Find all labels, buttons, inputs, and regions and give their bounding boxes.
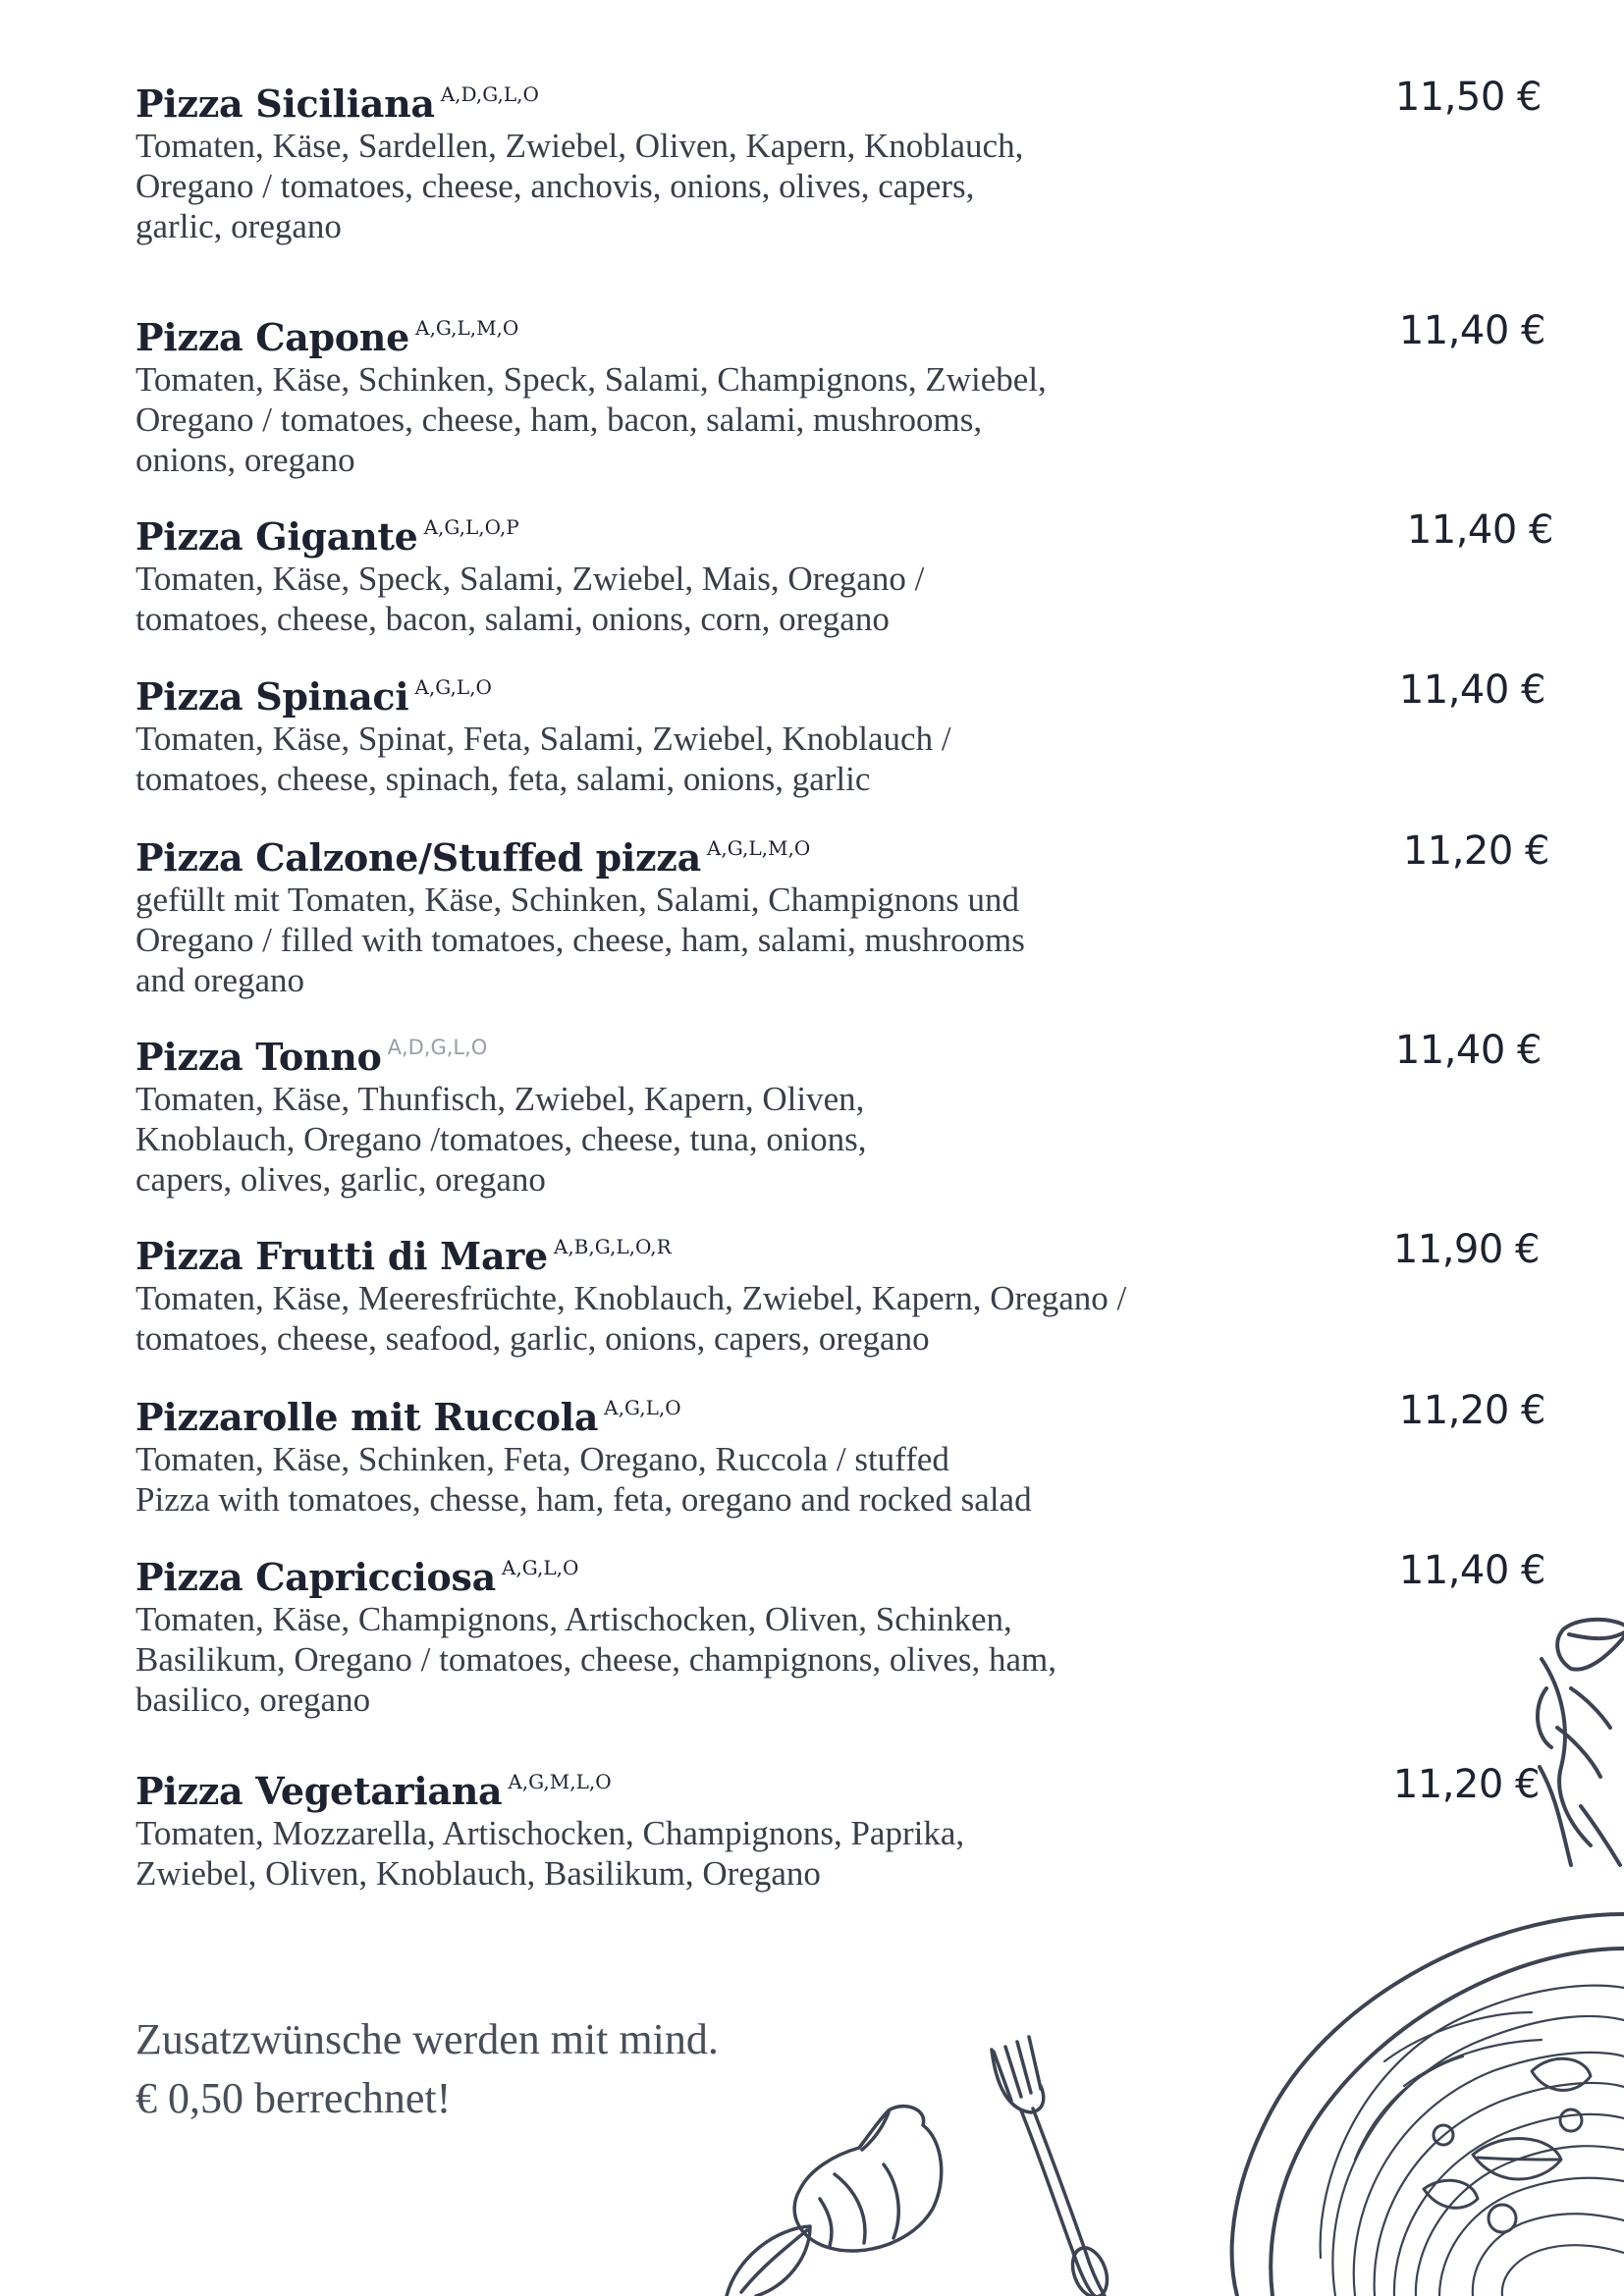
allergen-codes: A,D,G,L,O (440, 82, 539, 106)
allergen-codes: A,G,L,O,P (423, 515, 519, 539)
item-name: Pizza Gigante (135, 514, 418, 559)
allergen-codes: A,G,L,O (414, 675, 492, 699)
menu-item (135, 504, 1553, 639)
item-description: gefüllt mit Tomaten, Käse, Schinken, Salami, Champignons und Oregano / filled with tomatoes, cheese, ham, salami, mushrooms and oregano (135, 881, 1025, 999)
item-price: 11,40 € (1406, 507, 1553, 553)
menu-item (135, 71, 1549, 246)
spaghetti-icon (1321, 1986, 1624, 2296)
allergen-codes: A,B,G,L,O,R (553, 1235, 672, 1258)
item-description: Tomaten, Käse, Thunfisch, Zwiebel, Kapern, Oliven, Knoblauch, Oregano /tomatoes, cheese, tuna, onions, capers, olives, garlic, oregano (135, 1080, 867, 1199)
item-price: 11,90 € (1392, 1227, 1540, 1272)
item-price: 11,40 € (1398, 1548, 1545, 1593)
item-name: Pizza Spinaci (135, 674, 409, 719)
menu-item (135, 1758, 1549, 1894)
menu-item (135, 664, 1549, 799)
basil-icon (1424, 2058, 1591, 2232)
item-price: 11,50 € (1394, 75, 1542, 120)
allergen-codes: A,G,L,M,O (415, 316, 519, 340)
item-price: 11,20 € (1402, 828, 1549, 874)
item-description: Tomaten, Käse, Schinken, Feta, Oregano, Ruccola / stuffed Pizza with tomatoes, chesse, ham, feta, oregano and rocked salad (135, 1440, 1032, 1519)
item-description: Tomaten, Mozzarella, Artischocken, Champignons, Paprika, Zwiebel, Oliven, Knoblauch, Basilikum, Oregano (135, 1814, 965, 1893)
allergen-codes: A,G,L,O (604, 1396, 681, 1419)
item-name: Pizza Siciliana (135, 81, 435, 126)
item-price: 11,40 € (1394, 1028, 1542, 1073)
garlic-icon (794, 2107, 942, 2251)
item-description: Tomaten, Käse, Sardellen, Zwiebel, Oliven, Kapern, Knoblauch, Oregano / tomatoes, cheese, anchovis, onions, olives, capers, garlic, oregano (135, 127, 1024, 245)
allergen-codes: A,G,L,M,O (706, 836, 811, 860)
menu-item (135, 825, 1549, 1000)
menu-item (135, 1384, 1549, 1520)
item-name: Pizza Frutti di Mare (135, 1234, 548, 1278)
item-description: Tomaten, Käse, Meeresfrüchte, Knoblauch, Zwiebel, Kapern, Oregano / tomatoes, cheese, seafood, garlic, onions, capers, oregano (135, 1279, 1127, 1358)
allergen-codes: A,G,M,L,O (508, 1770, 612, 1793)
allergen-codes: A,D,G,L,O (387, 1036, 488, 1059)
item-name: Pizza Calzone/Stuffed pizza (135, 835, 701, 880)
menu-item (135, 1223, 1549, 1359)
leaf-icon (727, 2226, 810, 2296)
menu-item (135, 304, 1549, 480)
item-name: Pizzarolle mit Ruccola (135, 1395, 599, 1439)
item-name: Pizza Capricciosa (135, 1555, 496, 1599)
menu-item (135, 1544, 1549, 1720)
item-description: Tomaten, Käse, Schinken, Speck, Salami, Champignons, Zwiebel, Oregano / tomatoes, cheese, ham, bacon, salami, mushrooms, onions, oregano (135, 360, 1047, 479)
item-price: 11,40 € (1398, 308, 1545, 353)
item-price: 11,20 € (1398, 1388, 1545, 1433)
surcharge-note: Zusatzwünsche werden mit mind. € 0,50 berrechnet! (135, 2015, 719, 2122)
leaf-icon (1538, 1620, 1624, 1865)
item-price: 11,40 € (1398, 667, 1545, 713)
item-description: Tomaten, Käse, Spinat, Feta, Salami, Zwiebel, Knoblauch / tomatoes, cheese, spinach, feta, salami, onions, garlic (135, 720, 951, 798)
allergen-codes: A,G,L,O (501, 1556, 579, 1579)
menu-item (135, 1024, 1549, 1200)
item-name: Pizza Tonno (135, 1035, 382, 1079)
item-name: Pizza Vegetariana (135, 1769, 503, 1813)
item-price: 11,20 € (1392, 1762, 1540, 1807)
plate-icon (1232, 1914, 1624, 2296)
item-name: Pizza Capone (135, 315, 410, 359)
item-description: Tomaten, Käse, Speck, Salami, Zwiebel, Mais, Oregano / tomatoes, cheese, bacon, salami, onions, corn, oregano (135, 560, 925, 638)
item-description: Tomaten, Käse, Champignons, Artischocken, Oliven, Schinken, Basilikum, Oregano / tomatoes, cheese, champignons, olives, ham, basilico, oregano (135, 1600, 1056, 1719)
fork-icon (992, 2037, 1113, 2296)
